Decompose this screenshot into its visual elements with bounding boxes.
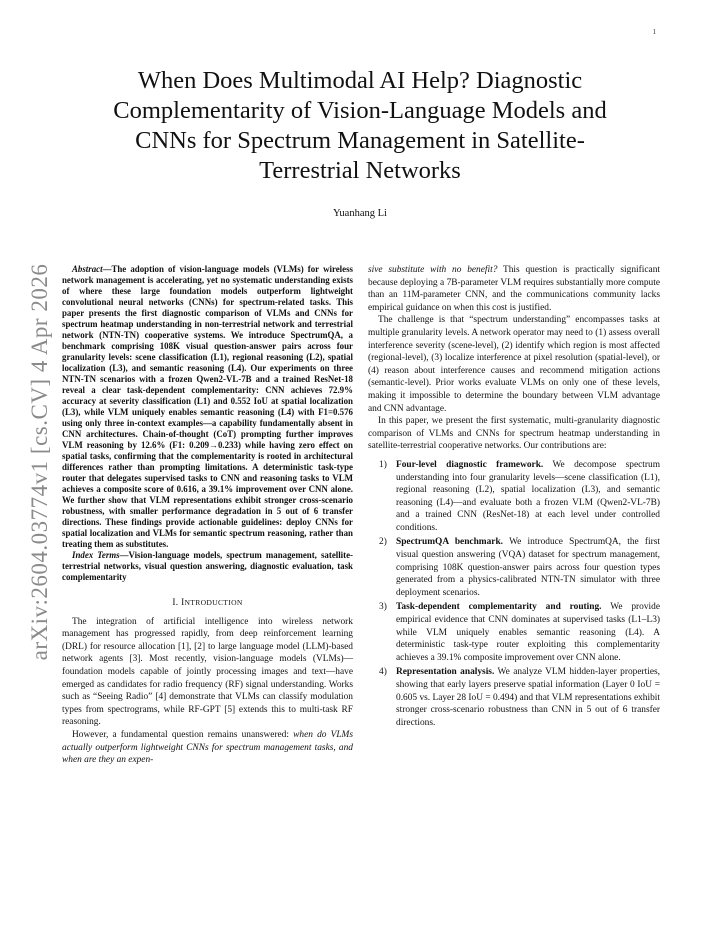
list-item-text: We decompose spectrum understanding into four granularity levels—scene classification (L1), regional reasoning (L2), spatial localization (L3), and semantic reasoning (L4)—and evaluate both a frozen VLM (Qwen2-VL-7B) and a trained CNN (ResNet-18) at each level under controlled conditions. <box>396 459 660 533</box>
list-item-heading: Representation analysis. <box>396 667 495 678</box>
intro-paragraph-2-continued <box>368 264 660 314</box>
intro-p2-end: This question is practically significant because deploying a 7B-parameter VLM requires substantially more compute than an 11M-parameter CNN, and the communications community lacks empirical guidance on when this cost is justified. <box>368 265 660 313</box>
list-item <box>368 601 660 664</box>
list-item <box>368 536 660 599</box>
abstract-body: —The adoption of vision-language models (VLMs) for wireless network management is accelerating, yet no systematic understanding exists of where these large foundation models outperform lightweight convolutional neural networks (CNNs) for spectrum-related tasks. This paper presents the first diagnostic comparison of VLMs and CNNs for spectrum heatmap understanding in non-terrestrial network and terrestrial network (NTN-TN) cooperative systems. We introduce SpectrumQA, a benchmark comprising 108K visual question-answer pairs across four granularity levels: scene classification (L1), regional reasoning (L2), spatial localization (L3), and semantic reasoning (L4). Our experiments on three NTN-TN scenarios with a frozen Qwen2-VL-7B and a trained ResNet-18 reveal a clear task-dependent complementarity: CNN achieves 72.9% accuracy at severity classification (L1) and 0.552 IoU at spatial localization (L3), while VLM uniquely enables semantic reasoning (L4) with F1=0.576 using only three in-context examples—a capability fundamentally absent in CNN architectures. Chain-of-thought (CoT) prompting further improves VLM reasoning by 12.6% (F1: 0.209→0.233) while having zero effect on spatial tasks, confirming that the complementarity is rooted in architectural differences rather than prompting limitations. A deterministic task-type router that delegates supervised tasks to CNN and reasoning tasks to VLM achieves a composite score of 0.616, a 39.1% improvement over CNN alone. We further show that VLM representations exhibit stronger cross-scenario robustness, with smaller performance degradation in 5 out of 6 transfer directions. These findings provide actionable guidelines: deploy CNNs for spatial localization and VLMs for semantic spectrum reasoning, rather than treating them as substitutes. <box>62 264 353 549</box>
section-cap: I <box>181 598 185 608</box>
list-item-text: We analyze VLM hidden-layer properties, showing that early layers preserve spatial information (Layer 0 IoU = 0.605 vs. Layer 28 IoU = 0.494) and that VLM representations exhibit stronger cross-scenario robustness than CNN in 5 out of 6 transfer directions. <box>396 667 660 728</box>
list-item-heading: Four-level diagnostic framework. <box>396 459 544 470</box>
section-heading-introduction <box>62 597 353 610</box>
page-number: 1 <box>652 28 656 36</box>
paper-title: When Does Multimodal AI Help? Diagnostic Complementarity of Vision-Language Models and CNNs for Spectrum Management in Satellite-Terrestrial Networks <box>113 67 607 184</box>
contributions-list <box>368 459 660 729</box>
abstract <box>62 264 353 583</box>
intro-paragraph-1: The integration of artificial intelligence into wireless network management has progressed rapidly, from deep reinforcement learning (DRL) for resource allocation [1], [2] to large language model (LLM)-based network agents [3]. Most recently, vision-language models (VLMs)—foundation models capable of jointly processing images and text—have emerged as candidates for radio frequency (RF) signal understanding. Works such as “Seeing Radio” [4] demonstrate that VLMs can classify modulation types from spectrograms, while RF-GPT [5] extends this to multi-task RF reasoning. <box>62 616 353 728</box>
list-item <box>368 459 660 535</box>
list-item-heading: SpectrumQA benchmark. <box>396 537 504 548</box>
list-item-number: 4) <box>379 667 387 678</box>
intro-paragraph-4: In this paper, we present the first systematic, multi-granularity diagnostic comparison of VLMs and CNNs for spectrum heatmap understanding in satellite-terrestrial cooperative networks. Our contributions are: <box>368 416 660 452</box>
paper-author: Yuanhang Li <box>333 208 387 219</box>
section-numeral: I. <box>172 598 182 608</box>
index-terms-body: —Vision-language models, spectrum management, satellite-terrestrial networks, visual question answering, diagnostic evaluation, task complementarity <box>62 550 354 582</box>
section-title-rest: NTRODUCTION <box>184 598 243 607</box>
intro-paragraph-3: The challenge is that “spectrum understanding” encompasses tasks at multiple granularity levels. A network operator may need to (1) assess overall interference severity (scene-level), (2) identify which region is most affected (regional-level), (3) localize interference at pixel resolution (spatial-level), or (4) reason about interference causes and recommend mitigation actions (semantic-level). Prior works evaluate VLMs on only one of these levels, making it impossible to determine the boundary between VLM advantage and CNN advantage. <box>368 315 660 414</box>
list-item-text: We introduce SpectrumQA, the first visual question answering (VQA) dataset for spectrum management, comprising 108K question-answer pairs across four question types generated from a physics-calibrated NTN-TN simulator with three deployment scenarios. <box>396 537 660 598</box>
right-column <box>368 264 660 731</box>
arxiv-identifier-stamp: arXiv:2604.03774v1 [cs.CV] 4 Apr 2026 <box>27 263 52 661</box>
list-item-number: 2) <box>379 537 387 548</box>
index-terms-lead: Index Terms <box>72 550 120 560</box>
abstract-paragraph <box>62 264 353 550</box>
list-item-heading: Task-dependent complementarity and routing. <box>396 602 602 613</box>
index-terms <box>62 550 353 583</box>
intro-p2-start: However, a fundamental question remains unanswered: <box>72 729 294 740</box>
left-column <box>62 264 353 767</box>
list-item-text: We provide empirical evidence that CNN dominates at supervised tasks (L1–L3) while VLM uniquely enables semantic reasoning (L4). A deterministic task-type router exploiting this complementarity achieves a 39.1% composite improvement over CNN alone. <box>396 602 660 663</box>
intro-p2-question-left: when do VLMs actually outperform lightweight CNNs for spectrum management tasks, and when are they an expen- <box>62 729 354 766</box>
intro-p2-question-right: sive substitute with no benefit? <box>368 265 498 275</box>
abstract-lead: Abstract <box>72 264 103 274</box>
list-item-number: 3) <box>379 602 387 613</box>
list-item-number: 1) <box>379 459 387 470</box>
list-item <box>368 666 660 729</box>
intro-paragraph-2-start <box>62 729 353 767</box>
